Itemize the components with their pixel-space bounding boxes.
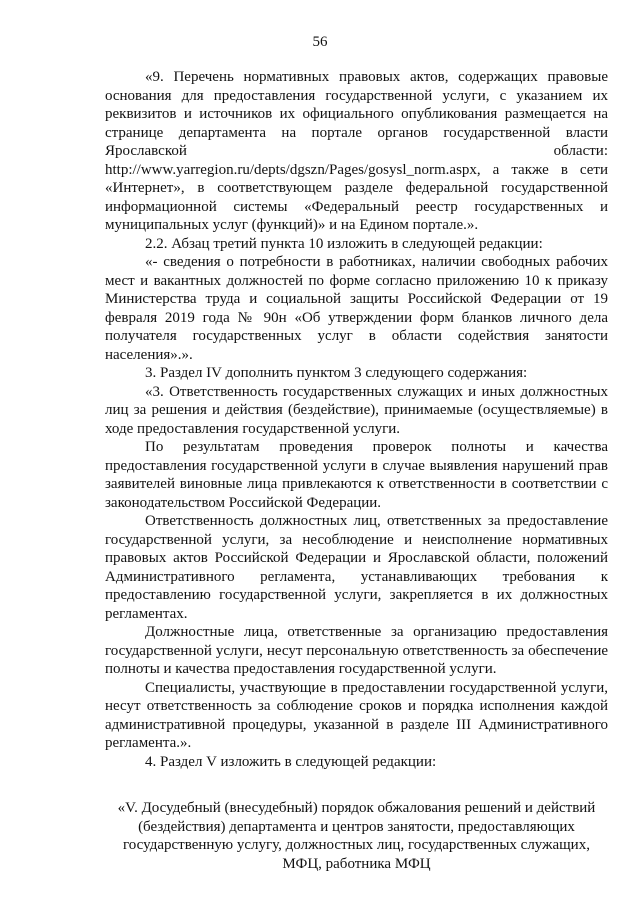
paragraph-inspections: По результатам проведения проверок полноты и качества предоставления государственной услуги в случае выявления нарушений прав заявителей виновные лица привлекаются к ответственности в соответствии с законодательством Российской Федерации. bbox=[105, 439, 608, 511]
paragraph-specialists: Специалисты, участвующие в предоставлении государственной услуги, несут ответственность за соблюдение сроков и порядка исполнения каждой административной процедуры, указанной в разделе III Административного регламента.». bbox=[105, 679, 608, 751]
paragraph-4: 4. Раздел V изложить в следующей редакции: bbox=[145, 753, 437, 770]
paragraph-3: 3. Раздел IV дополнить пунктом 3 следующего содержания: bbox=[145, 365, 528, 381]
paragraph-organization: Должностные лица, ответственные за организацию предоставления государственной услуги, несут персональную ответственность за обеспечение полноты и качества предоставления государственной услуги. bbox=[105, 624, 608, 677]
paragraph-vacancies: «- сведения о потребности в работниках, наличии свободных рабочих мест и вакантных должностей по форме согласно приложению 10 к приказу Министерства труда и социальной защиты Российской Федерации от 19 февраля 2019 года № 90н «Об утверждении форм бланков личного дела получателя государственных услуг в области содействия занятости населения».». bbox=[105, 254, 608, 363]
paragraph-officials-liability: Ответственность должностных лиц, ответственных за предоставление государственной услуги, за несоблюдение и неисполнение нормативных правовых актов Российской Федерации и Ярославской области, положений Административного регламента, устанавливающих требования к предоставлению государственной услуги, закрепляется в их должностных регламентах. bbox=[105, 513, 608, 622]
page-number: 56 bbox=[312, 34, 328, 50]
paragraph-2-2: 2.2. Абзац третий пункта 10 изложить в следующей редакции: bbox=[145, 235, 543, 252]
section-v-heading: «V. Досудебный (внесудебный) порядок обжалования решений и действий (бездействия) департамента и центров занятости, предоставляющих государственную услугу, должностных лиц, государственных служащих, МФЦ, работника МФЦ bbox=[117, 800, 596, 872]
paragraph-9: «9. Перечень нормативных правовых актов, содержащих правовые основания для предоставления государственной услуги, с указанием их реквизитов и источников их официального опубликования размещается на странице департамента на портале органов государственной власти Ярославской области: http://www.yarregion.ru/depts/dgszn/Pages/gosysl_norm.aspx, а также в сети «Интернет», в соответствующем разделе федеральной государственной информационной системы «Федеральный реестр государственных и муниципальных услуг (функций)» и на Едином портале.». bbox=[105, 69, 608, 233]
document-body bbox=[105, 68, 608, 873]
paragraph-responsibility: «3. Ответственность государственных служащих и иных должностных лиц за решения и действия (бездействие), принимаемые (осуществляемые) в ходе предоставления государственной услуги. bbox=[105, 383, 608, 437]
